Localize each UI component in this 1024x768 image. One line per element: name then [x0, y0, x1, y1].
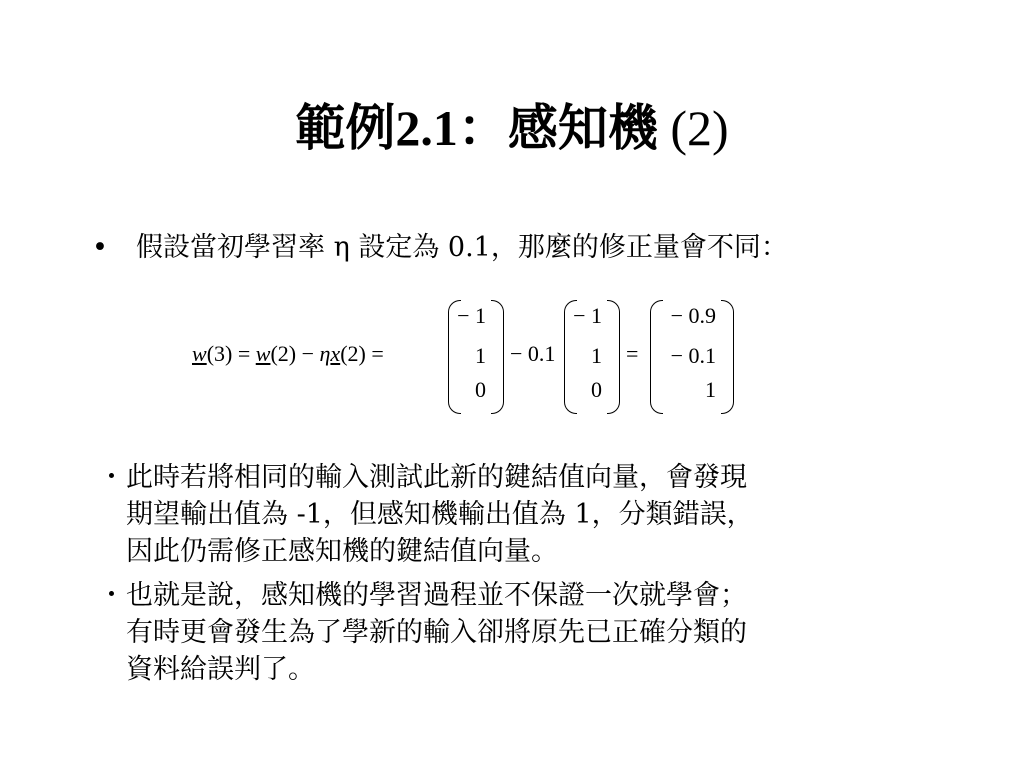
- matrix-cell: − 0.9: [670, 303, 716, 328]
- matrix-c: [650, 300, 734, 412]
- bullet-marker: ・: [98, 462, 125, 493]
- bullet-main-text: 假設當初學習率 η 設定為 0.1，那麼的修正量會不同：: [136, 232, 788, 263]
- eq-w-vector: w: [192, 341, 207, 366]
- bracket-right: [607, 300, 620, 414]
- eq-x-vector: x: [330, 341, 341, 366]
- matrix-cell: 1: [591, 343, 602, 368]
- title-suffix: (2): [657, 100, 729, 156]
- bracket-right: [491, 300, 504, 414]
- title-main: ：感知機: [457, 98, 658, 157]
- matrix-cell: − 0.1: [670, 343, 716, 368]
- matrix-cell: 0: [591, 377, 602, 402]
- bullet-marker: ・: [98, 580, 125, 611]
- slide-title: [0, 98, 1024, 158]
- matrix-cell: 1: [705, 377, 716, 402]
- bracket-left: [650, 300, 663, 414]
- bracket-right: [721, 300, 734, 414]
- paragraph-line: 此時若將相同的輸入測試此新的鍵結值向量，會發現: [126, 462, 747, 493]
- paragraph-line: 也就是說，感知機的學習過程並不保證一次就學會；: [126, 580, 747, 611]
- paragraph-line: 期望輸出值為 -1，但感知機輸出值為 1，分類錯誤，: [126, 499, 754, 530]
- bullet-paragraph: [98, 577, 747, 688]
- paragraph-line: 有時更會發生為了學新的輸入卻將原先已正確分類的: [126, 617, 747, 648]
- matrix-cell: − 1: [573, 303, 602, 328]
- matrix-cell: 0: [475, 377, 486, 402]
- title-number: 2.1: [395, 100, 458, 156]
- eq-operator-minus: − 0.1: [510, 341, 556, 366]
- bullet-marker: •: [92, 232, 108, 263]
- equation-lhs: [192, 340, 384, 368]
- eq-part: (3) =: [206, 341, 256, 366]
- matrix-a: [448, 300, 504, 412]
- paragraph-line: 因此仍需修正感知機的鍵結值向量。: [126, 536, 558, 567]
- paragraph-line: 資料給誤判了。: [126, 654, 315, 685]
- eq-operator-equals: =: [626, 341, 639, 366]
- title-prefix: 範例: [295, 98, 396, 157]
- bullet-paragraph: [98, 459, 754, 570]
- eq-w-vector: w: [255, 341, 271, 366]
- matrix-b: [564, 300, 620, 412]
- eq-part: (2) −: [270, 341, 320, 366]
- matrix-cell: − 1: [457, 303, 486, 328]
- eq-eta: η: [319, 341, 331, 366]
- bullet-main: [92, 230, 788, 266]
- equation: [0, 292, 1024, 422]
- matrix-cell: 1: [475, 343, 486, 368]
- eq-part: (2) =: [340, 341, 384, 366]
